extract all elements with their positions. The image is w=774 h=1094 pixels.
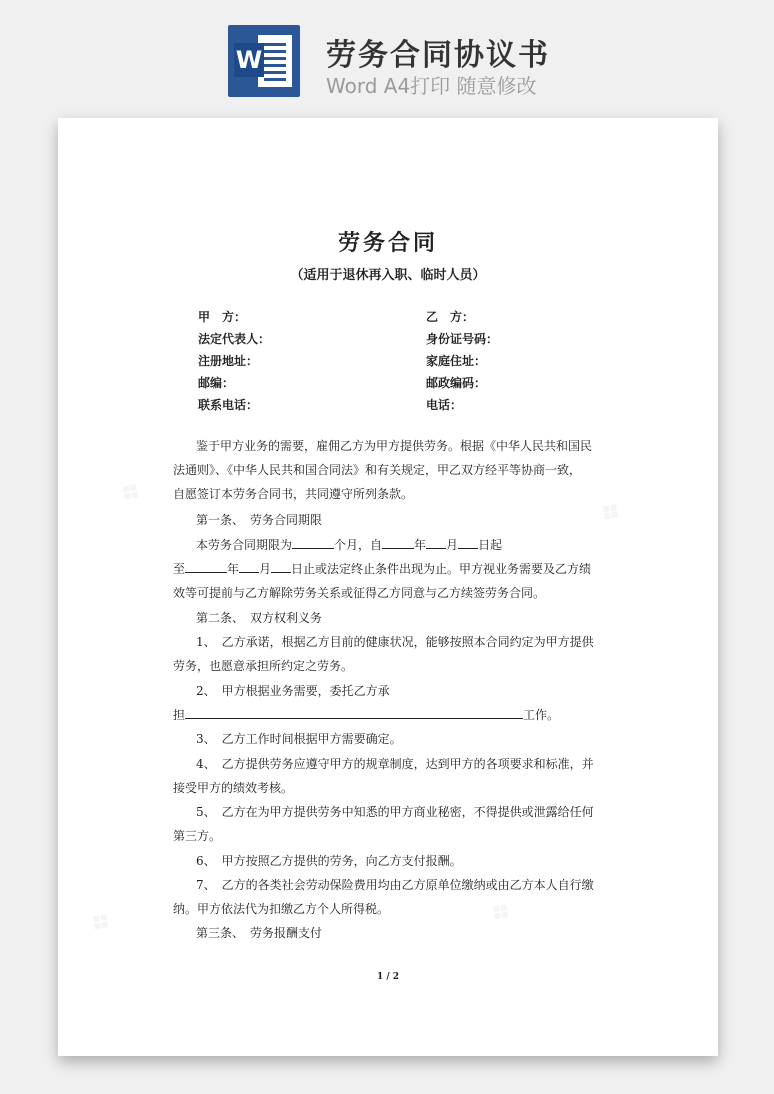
party-b-id-label: 身份证号码：: [426, 332, 499, 346]
party-b-phone-label: 电话：: [426, 398, 463, 412]
clause-1-line: 劳务，也愿意承担所约定之劳务。: [173, 659, 354, 673]
clause-5-line: 第三方。: [173, 829, 222, 843]
word-app-icon: [228, 25, 300, 97]
header-subtitle: Word A4打印 随意修改: [326, 74, 537, 98]
party-b-zip-label: 邮政编码：: [426, 376, 487, 390]
document-page: [58, 118, 718, 1056]
intro-line: 自愿签订本劳务合同书，共同遵守所列条款。: [173, 487, 414, 501]
clause-6-line: 6、 甲方按照乙方提供的劳务，向乙方支付报酬。: [196, 854, 462, 868]
watermark: [592, 494, 628, 532]
header-title: 劳务合同协议书: [326, 38, 550, 73]
article-1-line-3: 效等可提前与乙方解除劳务关系或征得乙方同意与乙方续签劳务合同。: [173, 586, 546, 600]
page-number: 1 / 2: [376, 972, 400, 982]
clause-2-blank-line: 担 工作。: [173, 703, 559, 727]
watermark: [82, 904, 118, 942]
document-subtitle: （适用于退休再入职、临时人员）: [290, 268, 486, 283]
document-title: 劳务合同: [337, 231, 438, 256]
intro-line: 法通则》、《中华人民共和国合同法》和有关规定，甲乙双方经平等协商一致，: [173, 463, 582, 477]
article-1-line-2: 至 年 月 日止或法定终止条件出现为止。甲方视业务需要及乙方绩: [173, 557, 591, 581]
clause-3-line: 3、 乙方工作时间根据甲方需要确定。: [196, 732, 402, 746]
party-a-phone-label: 联系电话：: [198, 398, 259, 412]
party-a-rep-label: 法定代表人：: [198, 332, 271, 346]
party-b-address-label: 家庭住址：: [426, 354, 487, 368]
article-3-heading: 第三条、 劳务报酬支付: [196, 926, 323, 940]
article-1-line-1: 本劳务合同期限为 个月，自 年 月 日起: [196, 533, 502, 557]
party-a-address-label: 注册地址：: [198, 354, 259, 368]
clause-7-line: 纳。甲方依法代为扣缴乙方个人所得税。: [173, 902, 390, 916]
clause-4-line: 接受甲方的绩效考核。: [173, 781, 294, 795]
clause-5-line: 5、 乙方在为甲方提供劳务中知悉的甲方商业秘密，不得提供或泄露给任何: [196, 805, 594, 819]
watermark: [112, 474, 148, 512]
article-2-heading: 第二条、 双方权利义务: [196, 611, 323, 625]
clause-4-line: 4、 乙方提供劳务应遵守甲方的规章制度，达到甲方的各项要求和标准，并: [196, 757, 594, 771]
clause-1-line: 1、 乙方承诺，根据乙方目前的健康状况，能够按照本合同约定为甲方提供: [196, 635, 594, 649]
clause-2-line: 2、 甲方根据业务需要，委托乙方承: [196, 684, 390, 698]
preview-header: [0, 0, 774, 110]
clause-7-line: 7、 乙方的各类社会劳动保险费用均由乙方原单位缴纳或由乙方本人自行缴: [196, 878, 594, 892]
party-a-zip-label: 邮编：: [198, 376, 235, 390]
party-a-label: 甲 方：: [198, 310, 247, 324]
word-icon-letter: W: [234, 43, 264, 77]
party-b-label: 乙 方：: [426, 310, 475, 324]
intro-line: 鉴于甲方业务的需要，雇佣乙方为甲方提供劳务。根据《中华人民共和国民: [196, 439, 593, 453]
article-1-heading: 第一条、 劳务合同期限: [196, 513, 323, 527]
watermark: [482, 894, 518, 932]
